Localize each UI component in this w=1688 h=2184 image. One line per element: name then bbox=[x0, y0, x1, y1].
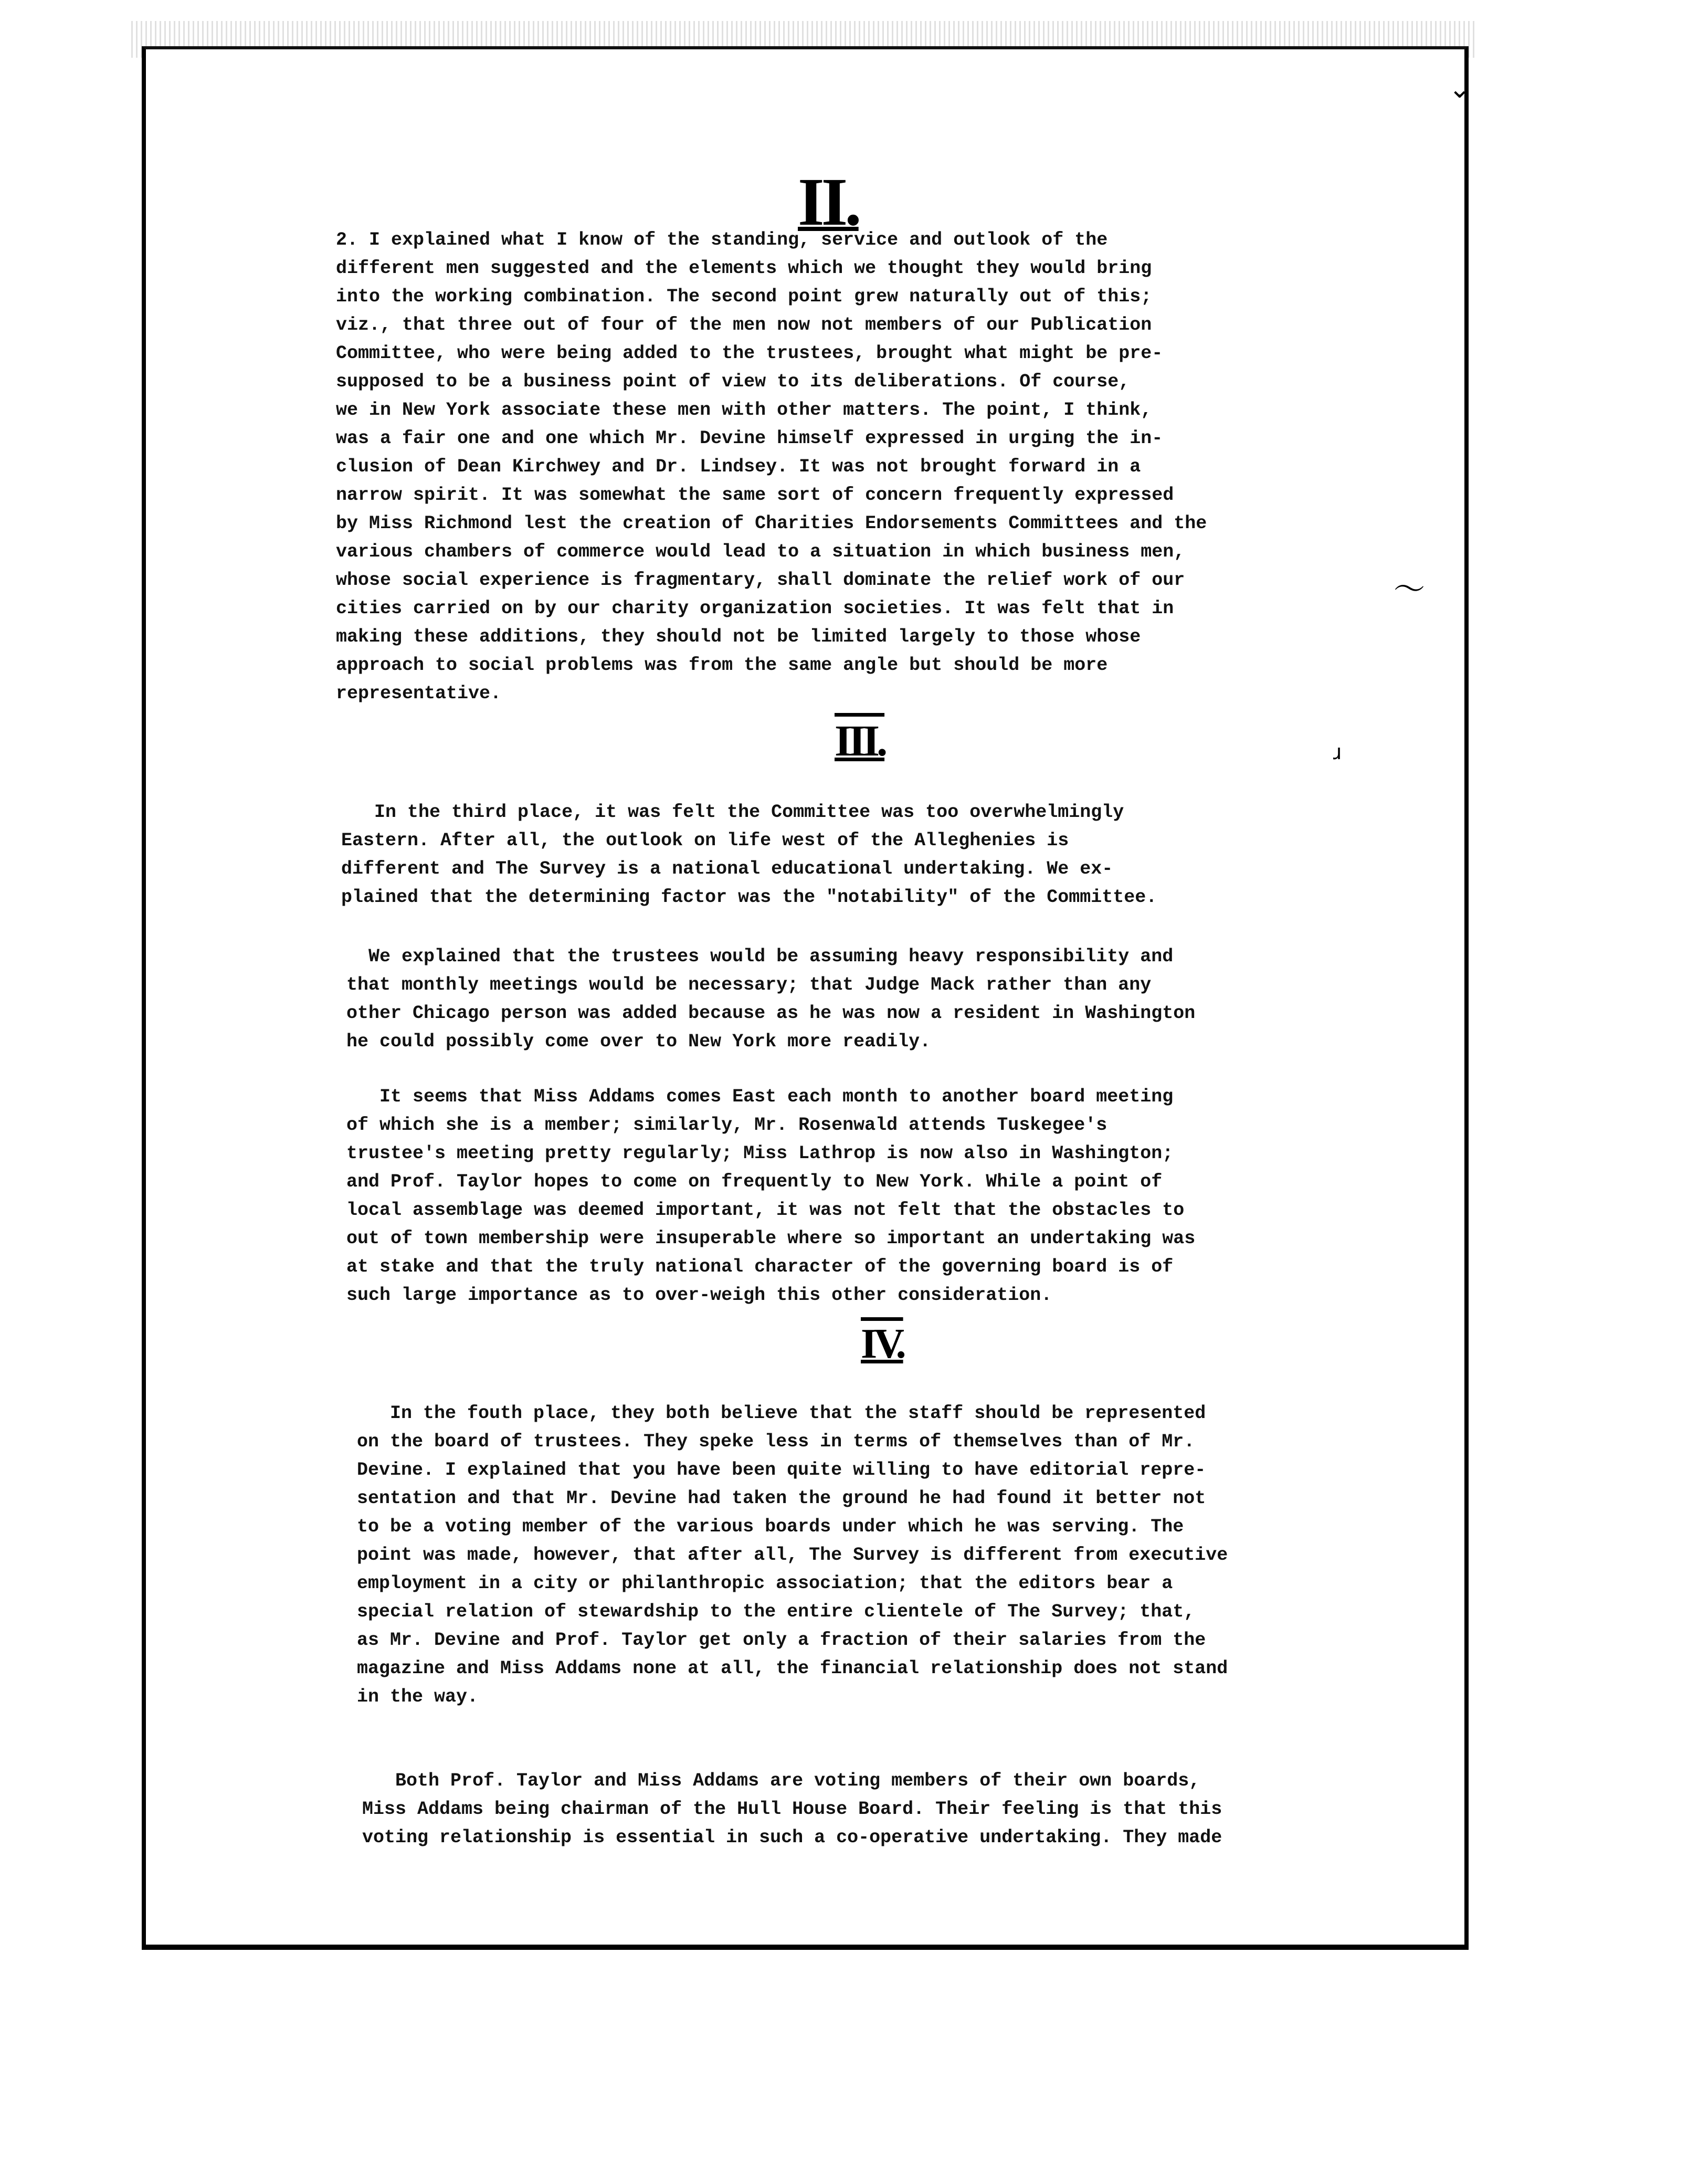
paragraph-third-place: In the third place, it was felt the Committee was too overwhelmingly Eastern. After all, the outlook on life west of the Alleghenies is different and The Survey is a national educational undertaking. We ex- plained that the determining factor was the "notability" of the Committee. bbox=[341, 802, 1157, 908]
paragraph-fourth-place: In the fouth place, they both believe that the staff should be represented on the board of trustees. They speke less in terms of themselves than of Mr. Devine. I explained that you have been quite willing to have editorial repre- sentation and that Mr. Devine had taken the ground he had found it better not to be a voting member of the various boards under which he was serving. The point was made, however, that after all, The Survey is different from executive employment in a city or philanthropic association; that the editors bear a special relation of stewardship to the entire clientele of The Survey; that, as Mr. Devine and Prof. Taylor get only a fraction of their salaries from the magazine and Miss Addams none at all, the financial relationship does not stand in the way. bbox=[357, 1403, 1228, 1707]
handwritten-margin-mark: ɹ bbox=[1333, 740, 1342, 764]
section-numeral-two: II. bbox=[798, 164, 859, 240]
paragraph-trustees-responsibility: We explained that the trustees would be assuming heavy responsibility and that monthly meetings would be necessary; that Judge Mack rather than any other Chicago person was added because as he was now a resident in Washington he could possibly come over to New York more readily. bbox=[346, 946, 1196, 1052]
section-numeral-three: III. bbox=[835, 717, 885, 765]
paragraph-voting-members: Both Prof. Taylor and Miss Addams are voting members of their own boards, Miss Addams being chairman of the Hull House Board. Their feeling is that this voting relationship is essential in such a co-operative undertaking. They made bbox=[362, 1770, 1222, 1848]
paragraph-second-point: 2. I explained what I know of the standing, service and outlook of the different men suggested and the elements which we thought they would bring into the working combination. The second point grew naturally out of this; viz., that three out of four of the men now not members of our Publication Committee, who were being added to the trustees, brought what might be pre- supposed to be a business point of view to its deliberations. Of course, we in New York associate these men with other matters. The point, I think, was a fair one and one which Mr. Devine himself expressed in urging the in- clusion of Dean Kirchwey and Dr. Lindsey. It was not brought forward in a narrow spirit. It was somewhat the same sort of concern frequently expressed by Miss Richmond lest the creation of Charities Endorsements Committees and the various chambers of commerce would lead to a situation in which business men, whose social experience is fragmentary, shall dominate the relief work of our cities carried on by our charity organization societies. It was felt that in making these additions, they should not be limited largely to those whose approach to social problems was from the same angle but should be more representative. bbox=[336, 229, 1207, 704]
handwritten-tick-mark: ⌄ bbox=[1449, 74, 1471, 104]
handwritten-squiggle-mark: 〜 bbox=[1394, 571, 1425, 608]
paragraph-board-attendance: It seems that Miss Addams comes East each month to another board meeting of which she is a member; similarly, Mr. Rosenwald attends Tuskegee's trustee's meeting pretty regularly; Miss Lathrop is now also in Washington; and Prof. Taylor hopes to come on frequently to New York. While a point of local assemblage was deemed important, it was not felt that the obstacles to out of town membership were insuperable where so important an undertaking was at stake and that the truly national character of the governing board is of such large importance as to over-weigh this other consideration. bbox=[346, 1086, 1196, 1306]
section-numeral-four: IV. bbox=[861, 1321, 903, 1367]
